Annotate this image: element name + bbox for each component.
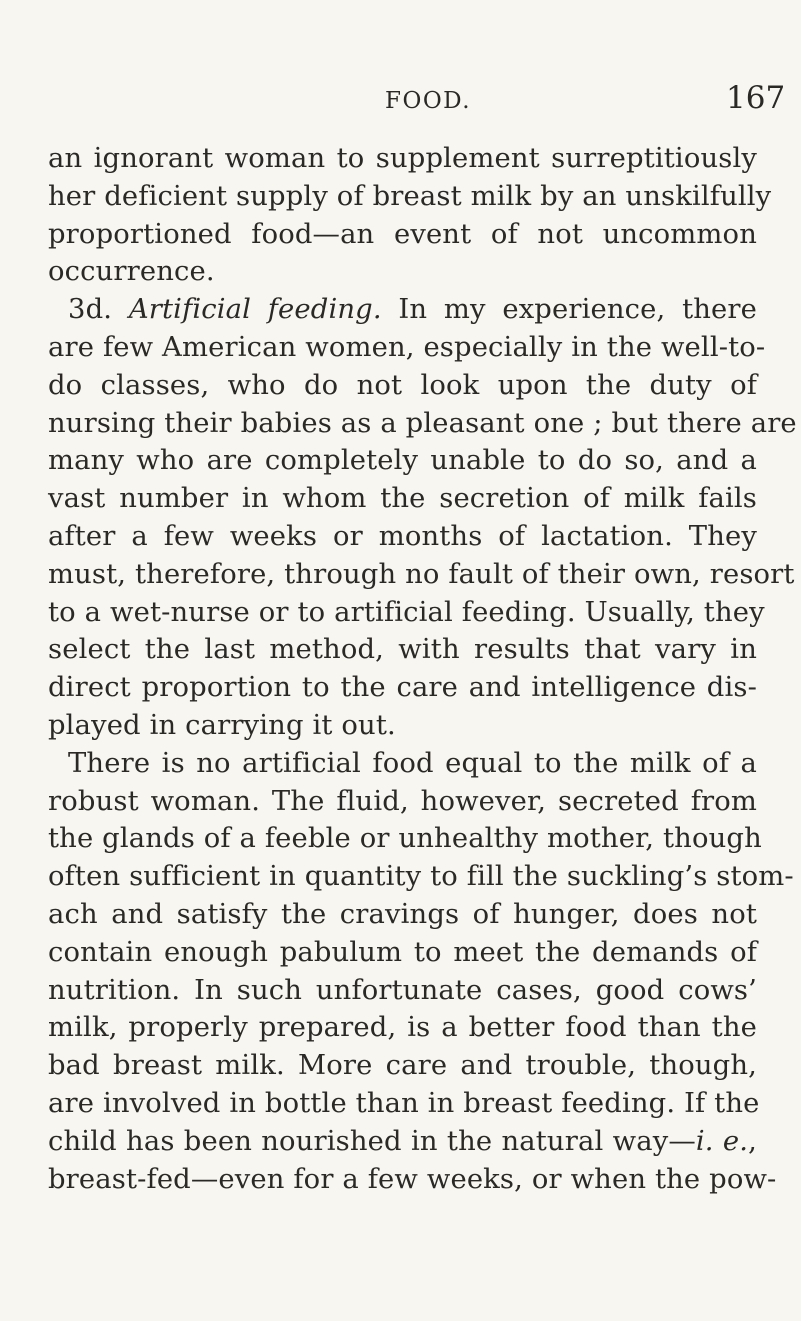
text-segment: the glands of a feeble or unhealthy mother, though: [48, 823, 762, 855]
text-segment: direct proportion to the care and intelligence dis-: [48, 672, 757, 704]
text-segment: occurrence.: [48, 256, 215, 288]
text-line: [48, 594, 765, 632]
italic-text: Artificial feeding.: [128, 294, 382, 326]
text-line: [48, 1085, 760, 1123]
text-line: [48, 178, 772, 216]
text-segment: nursing their babies as a pleasant one ; but there are: [48, 407, 797, 439]
text-line: [48, 405, 797, 443]
text-segment: ,: [748, 1125, 757, 1157]
text-segment: nutrition. In such unfortunate cases, good cows’: [48, 974, 757, 1006]
page-header: [0, 80, 801, 126]
text-line: [48, 631, 757, 669]
text-segment: many who are completely unable to do so, and a: [48, 445, 757, 477]
text-segment: 3d.: [68, 294, 129, 326]
text-segment: breast-fed—even for a few weeks, or when the pow-: [48, 1163, 777, 1195]
text-line: [48, 442, 757, 480]
text-segment: do classes, who do not look upon the duty of: [48, 369, 757, 401]
text-line: [48, 518, 757, 556]
text-line: [48, 745, 757, 783]
text-segment: ach and satisfy the cravings of hunger, does not: [48, 898, 757, 930]
text-segment: an ignorant woman to supplement surreptitiously: [48, 143, 757, 174]
text-segment: her deficient supply of breast milk by an unskilfully: [48, 180, 772, 212]
text-segment: are involved in bottle than in breast feeding. If the: [48, 1087, 760, 1119]
body-text: [48, 140, 797, 1198]
text-line: [48, 972, 757, 1010]
text-line: [48, 1161, 777, 1199]
text-segment: are few American women, especially in the well-to-: [48, 331, 766, 363]
text-segment: robust woman. The fluid, however, secreted from: [48, 785, 757, 817]
text-line: [48, 1047, 757, 1085]
text-line: [48, 556, 795, 594]
text-line: [48, 329, 766, 367]
text-segment: proportioned food—an event of not uncommon: [48, 218, 757, 250]
text-segment: select the last method, with results that vary in: [48, 634, 757, 666]
text-segment: must, therefore, through no fault of their own, resort: [48, 558, 795, 590]
text-line: [48, 216, 757, 254]
text-line: [48, 367, 757, 405]
text-line: [48, 140, 757, 178]
italic-text: i. e.: [695, 1125, 749, 1157]
text-line: [48, 820, 762, 858]
text-segment: to a wet-nurse or to artificial feeding. Usually, they: [48, 596, 765, 628]
text-line: [48, 858, 794, 896]
text-segment: vast number in whom the secretion of milk fails: [48, 483, 757, 515]
text-segment: There is no artificial food equal to the milk of a: [68, 747, 757, 779]
page-number: 167: [726, 80, 786, 116]
text-line: [48, 1009, 757, 1047]
text-segment: played in carrying it out.: [48, 709, 396, 741]
text-line: [48, 896, 757, 934]
text-segment: often sufficient in quantity to fill the suckling’s stom-: [48, 861, 794, 893]
text-line: [48, 669, 757, 707]
text-segment: child has been nourished in the natural way—: [48, 1125, 696, 1157]
text-line: [48, 480, 757, 518]
text-line: [48, 707, 757, 745]
text-line: [48, 291, 757, 329]
text-segment: milk, properly prepared, is a better food than the: [48, 1012, 757, 1044]
text-line: [48, 934, 757, 972]
text-line: [48, 253, 757, 291]
running-head: FOOD.: [385, 88, 472, 114]
text-segment: after a few weeks or months of lactation. They: [48, 520, 757, 552]
text-segment: bad breast milk. More care and trouble, though,: [48, 1050, 757, 1082]
text-line: [48, 783, 757, 821]
text-line: [48, 1123, 757, 1161]
text-segment: contain enough pabulum to meet the demands of: [48, 936, 757, 968]
text-segment: In my experience, there: [381, 294, 757, 326]
